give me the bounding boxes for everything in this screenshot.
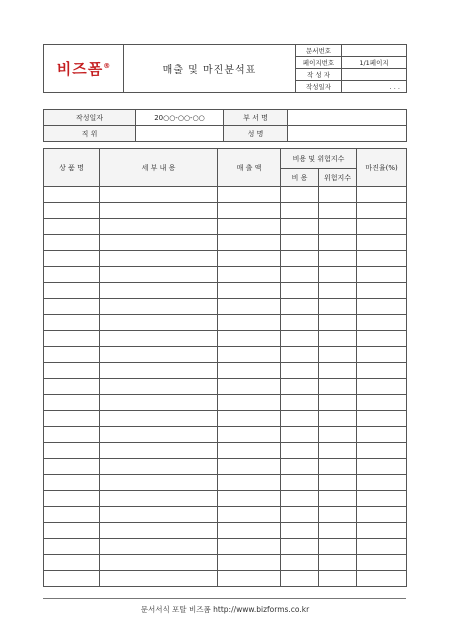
- table-cell[interactable]: [44, 539, 100, 555]
- col-header-margin: 마진율(%): [357, 149, 407, 187]
- table-cell[interactable]: [218, 459, 281, 475]
- table-cell[interactable]: [357, 507, 407, 523]
- table-cell[interactable]: [218, 363, 281, 379]
- table-cell[interactable]: [281, 507, 319, 523]
- table-cell[interactable]: [319, 283, 357, 299]
- table-cell[interactable]: [218, 443, 281, 459]
- table-cell[interactable]: [357, 347, 407, 363]
- table-cell[interactable]: [100, 507, 218, 523]
- table-row: [44, 555, 407, 571]
- table-cell[interactable]: [281, 187, 319, 203]
- meta-value-author[interactable]: [342, 69, 407, 81]
- table-cell[interactable]: [281, 379, 319, 395]
- info-value-name[interactable]: [288, 126, 407, 142]
- table-cell[interactable]: [319, 187, 357, 203]
- table-cell[interactable]: [100, 523, 218, 539]
- table-cell[interactable]: [44, 411, 100, 427]
- table-cell[interactable]: [357, 235, 407, 251]
- table-cell[interactable]: [100, 347, 218, 363]
- table-cell[interactable]: [357, 571, 407, 587]
- table-row: [44, 491, 407, 507]
- table-cell[interactable]: [44, 571, 100, 587]
- table-cell[interactable]: [44, 331, 100, 347]
- table-cell[interactable]: [281, 251, 319, 267]
- table-row: [44, 251, 407, 267]
- table-cell[interactable]: [44, 555, 100, 571]
- col-header-cost: 비 용: [281, 169, 319, 187]
- table-cell[interactable]: [357, 203, 407, 219]
- meta-label-author: 작 성 자: [296, 69, 342, 81]
- sales-margin-table: [43, 148, 407, 587]
- table-cell[interactable]: [281, 491, 319, 507]
- table-cell[interactable]: [319, 331, 357, 347]
- table-cell[interactable]: [281, 475, 319, 491]
- info-value-department[interactable]: [288, 110, 407, 126]
- table-row: [44, 363, 407, 379]
- table-cell[interactable]: [218, 283, 281, 299]
- table-body: [44, 187, 407, 587]
- table-cell[interactable]: [319, 395, 357, 411]
- table-cell[interactable]: [100, 235, 218, 251]
- col-header-sales: 매 출 액: [218, 149, 281, 187]
- table-cell[interactable]: [319, 411, 357, 427]
- table-row: [44, 299, 407, 315]
- table-cell[interactable]: [100, 315, 218, 331]
- meta-label-doc-number: 문서번호: [296, 45, 342, 57]
- info-table: [43, 109, 407, 142]
- table-cell[interactable]: [218, 539, 281, 555]
- table-cell[interactable]: [44, 203, 100, 219]
- table-cell[interactable]: [319, 539, 357, 555]
- col-header-cost-risk: 비용 및 위험지수: [281, 149, 357, 169]
- table-cell[interactable]: [218, 299, 281, 315]
- table-cell[interactable]: [357, 267, 407, 283]
- col-header-risk: 위험지수: [319, 169, 357, 187]
- table-cell[interactable]: [281, 283, 319, 299]
- table-cell[interactable]: [44, 363, 100, 379]
- table-cell[interactable]: [44, 443, 100, 459]
- table-cell[interactable]: [218, 315, 281, 331]
- table-row: [44, 379, 407, 395]
- table-cell[interactable]: [281, 299, 319, 315]
- table-cell[interactable]: [319, 459, 357, 475]
- table-cell[interactable]: [218, 187, 281, 203]
- table-cell[interactable]: [100, 203, 218, 219]
- table-cell[interactable]: [100, 267, 218, 283]
- table-cell[interactable]: [218, 331, 281, 347]
- table-cell[interactable]: [319, 299, 357, 315]
- info-label-name: 성 명: [224, 126, 288, 142]
- table-row: [44, 331, 407, 347]
- table-cell[interactable]: [281, 443, 319, 459]
- table-cell[interactable]: [319, 555, 357, 571]
- table-cell[interactable]: [357, 395, 407, 411]
- table-cell[interactable]: [319, 427, 357, 443]
- table-cell[interactable]: [319, 379, 357, 395]
- table-row: [44, 283, 407, 299]
- table-cell[interactable]: [319, 507, 357, 523]
- table-row: [44, 267, 407, 283]
- table-cell[interactable]: [281, 427, 319, 443]
- table-cell[interactable]: [357, 427, 407, 443]
- table-row: [44, 411, 407, 427]
- table-cell[interactable]: [319, 267, 357, 283]
- footer-divider: [43, 598, 406, 599]
- table-cell[interactable]: [357, 331, 407, 347]
- table-cell[interactable]: [218, 395, 281, 411]
- table-row: [44, 523, 407, 539]
- table-cell[interactable]: [100, 395, 218, 411]
- table-cell[interactable]: [319, 347, 357, 363]
- table-row: [44, 571, 407, 587]
- meta-value-doc-number[interactable]: [342, 45, 407, 57]
- table-cell[interactable]: [218, 267, 281, 283]
- table-cell[interactable]: [100, 571, 218, 587]
- table-cell[interactable]: [44, 251, 100, 267]
- table-cell[interactable]: [357, 443, 407, 459]
- table-cell[interactable]: [319, 571, 357, 587]
- table-cell[interactable]: [44, 427, 100, 443]
- table-cell[interactable]: [218, 235, 281, 251]
- table-cell[interactable]: [281, 539, 319, 555]
- table-cell[interactable]: [357, 299, 407, 315]
- table-cell[interactable]: [218, 251, 281, 267]
- table-cell[interactable]: [319, 523, 357, 539]
- table-cell[interactable]: [281, 523, 319, 539]
- table-cell[interactable]: [100, 219, 218, 235]
- table-cell[interactable]: [44, 523, 100, 539]
- table-cell[interactable]: [218, 203, 281, 219]
- meta-label-date: 작성일자: [296, 81, 342, 93]
- footer-text: 문서서식 포탈 비즈폼 http://www.bizforms.co.kr: [140, 605, 310, 614]
- table-cell[interactable]: [218, 219, 281, 235]
- table-cell[interactable]: [281, 411, 319, 427]
- table-cell[interactable]: [357, 539, 407, 555]
- table-cell[interactable]: [281, 267, 319, 283]
- table-cell[interactable]: [319, 443, 357, 459]
- table-cell[interactable]: [100, 427, 218, 443]
- table-cell[interactable]: [357, 491, 407, 507]
- table-cell[interactable]: [218, 379, 281, 395]
- table-row: [44, 539, 407, 555]
- table-cell[interactable]: [100, 283, 218, 299]
- col-header-detail: 세 부 내 용: [100, 149, 218, 187]
- table-cell[interactable]: [100, 251, 218, 267]
- table-cell[interactable]: [100, 539, 218, 555]
- table-cell[interactable]: [44, 187, 100, 203]
- document-title: 매출 및 마진분석표: [124, 45, 296, 93]
- table-cell[interactable]: [319, 363, 357, 379]
- table-cell[interactable]: [44, 475, 100, 491]
- table-cell[interactable]: [100, 411, 218, 427]
- table-cell[interactable]: [218, 427, 281, 443]
- table-cell[interactable]: [357, 411, 407, 427]
- table-cell[interactable]: [218, 571, 281, 587]
- table-cell[interactable]: [319, 235, 357, 251]
- table-cell[interactable]: [100, 379, 218, 395]
- table-row: [44, 235, 407, 251]
- table-cell[interactable]: [281, 363, 319, 379]
- table-cell[interactable]: [319, 315, 357, 331]
- table-row: [44, 219, 407, 235]
- table-cell[interactable]: [281, 235, 319, 251]
- table-row: [44, 459, 407, 475]
- table-row: [44, 203, 407, 219]
- info-value-position[interactable]: [136, 126, 224, 142]
- table-cell[interactable]: [100, 459, 218, 475]
- meta-value-page-number[interactable]: 1/1페이지: [342, 57, 407, 69]
- table-cell[interactable]: [357, 379, 407, 395]
- table-cell[interactable]: [319, 251, 357, 267]
- table-cell[interactable]: [218, 347, 281, 363]
- table-cell[interactable]: [281, 347, 319, 363]
- table-cell[interactable]: [44, 347, 100, 363]
- company-logo: 비즈폼®: [44, 45, 124, 93]
- table-cell[interactable]: [218, 411, 281, 427]
- table-cell[interactable]: [281, 331, 319, 347]
- meta-label-page-number: 페이지번호: [296, 57, 342, 69]
- table-cell[interactable]: [218, 475, 281, 491]
- meta-value-date[interactable]: . . .: [342, 81, 407, 93]
- table-cell[interactable]: [100, 363, 218, 379]
- table-cell[interactable]: [357, 187, 407, 203]
- table-cell[interactable]: [44, 395, 100, 411]
- table-cell[interactable]: [281, 395, 319, 411]
- table-cell[interactable]: [44, 219, 100, 235]
- info-label-department: 부 서 명: [224, 110, 288, 126]
- table-cell[interactable]: [100, 491, 218, 507]
- table-cell[interactable]: [218, 491, 281, 507]
- table-cell[interactable]: [44, 283, 100, 299]
- table-cell[interactable]: [357, 219, 407, 235]
- table-cell[interactable]: [100, 187, 218, 203]
- table-row: [44, 187, 407, 203]
- table-cell[interactable]: [281, 219, 319, 235]
- table-cell[interactable]: [100, 331, 218, 347]
- table-cell[interactable]: [218, 523, 281, 539]
- table-row: [44, 443, 407, 459]
- table-cell[interactable]: [357, 555, 407, 571]
- table-cell[interactable]: [100, 555, 218, 571]
- table-cell[interactable]: [100, 299, 218, 315]
- table-cell[interactable]: [281, 203, 319, 219]
- table-row: [44, 475, 407, 491]
- document-header: [43, 44, 407, 93]
- table-row: [44, 315, 407, 331]
- table-cell[interactable]: [44, 267, 100, 283]
- table-cell[interactable]: [44, 459, 100, 475]
- table-row: [44, 395, 407, 411]
- table-cell[interactable]: [281, 459, 319, 475]
- table-cell[interactable]: [319, 203, 357, 219]
- table-cell[interactable]: [357, 475, 407, 491]
- table-cell[interactable]: [357, 363, 407, 379]
- table-row: [44, 347, 407, 363]
- table-cell[interactable]: [44, 299, 100, 315]
- table-cell[interactable]: [44, 235, 100, 251]
- table-cell[interactable]: [44, 315, 100, 331]
- table-cell[interactable]: [100, 443, 218, 459]
- info-label-position: 직 위: [44, 126, 136, 142]
- table-cell[interactable]: [281, 571, 319, 587]
- table-cell[interactable]: [281, 315, 319, 331]
- table-cell[interactable]: [218, 555, 281, 571]
- info-value-write-date[interactable]: 20○○-○○-○○: [136, 110, 224, 126]
- table-cell[interactable]: [281, 555, 319, 571]
- table-cell[interactable]: [357, 523, 407, 539]
- table-cell[interactable]: [357, 251, 407, 267]
- table-cell[interactable]: [218, 507, 281, 523]
- table-cell[interactable]: [319, 491, 357, 507]
- table-cell[interactable]: [319, 475, 357, 491]
- table-cell[interactable]: [357, 459, 407, 475]
- table-cell[interactable]: [100, 475, 218, 491]
- table-cell[interactable]: [44, 379, 100, 395]
- table-cell[interactable]: [44, 507, 100, 523]
- table-row: [44, 427, 407, 443]
- table-row: [44, 507, 407, 523]
- table-cell[interactable]: [44, 491, 100, 507]
- info-label-write-date: 작성일자: [44, 110, 136, 126]
- table-cell[interactable]: [357, 283, 407, 299]
- col-header-product: 상 품 명: [44, 149, 100, 187]
- table-cell[interactable]: [357, 315, 407, 331]
- table-cell[interactable]: [319, 219, 357, 235]
